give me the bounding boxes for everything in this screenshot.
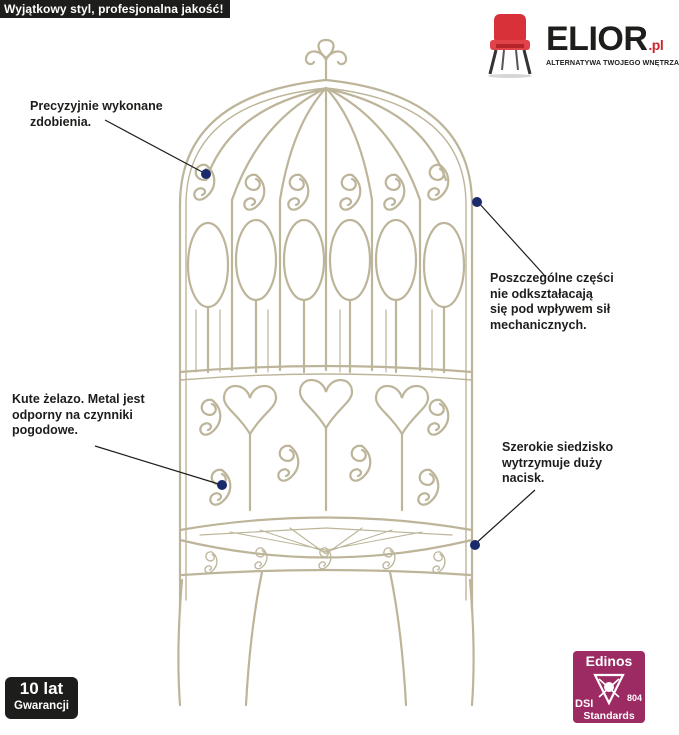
certificate-right-label: 804 <box>626 693 642 703</box>
callout-parts: Poszczególne części nie odkształacają się pod wpływem sił mechanicznych. <box>490 271 614 332</box>
certificate-brand: Edinos <box>585 653 633 669</box>
logo-tagline: ALTERNATYWA TWOJEGO WNĘTRZA <box>546 58 679 67</box>
callout-seat: Szerokie siedzisko wytrzymuje duży nacisk. <box>502 440 614 485</box>
certificate-left-label: DSI <box>575 698 594 710</box>
certificate-standards-label: Standards <box>583 710 635 722</box>
callout-decorations: Precyzyjnie wykonane zdobienia. <box>30 99 163 129</box>
banner-text: Wyjątkowy styl, profesjonalna jakość! <box>4 2 224 16</box>
edinos-certificate-badge <box>573 651 645 723</box>
callout-wrought-iron: Kute żelazo. Metal jest odporny na czynniki pogodowe. <box>12 392 145 437</box>
logo-wordmark: ELIOR.pl <box>546 20 664 58</box>
warranty-badge: 10 lat Gwarancji <box>5 677 78 719</box>
